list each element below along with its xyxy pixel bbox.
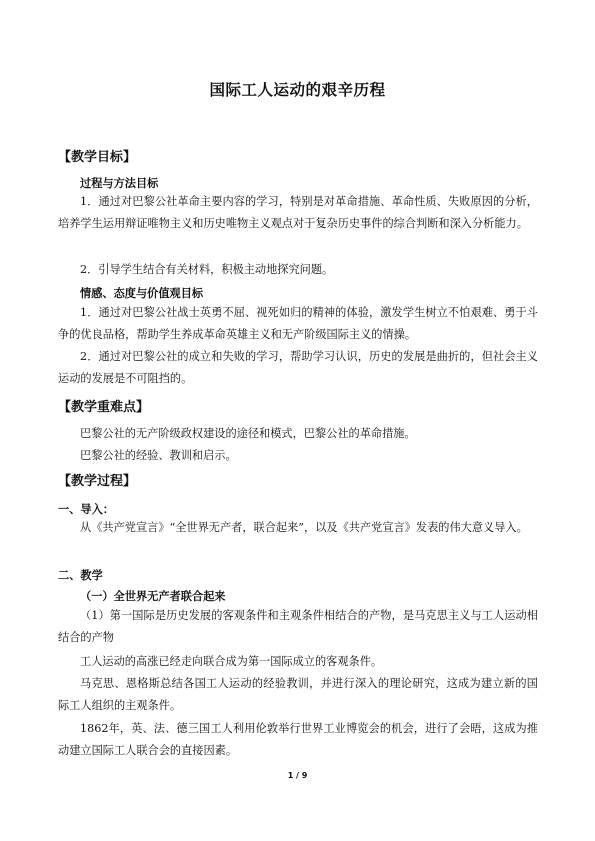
process-paragraph-2: 工人运动的高涨已经走向联合成为第一国际成立的客观条件。 — [80, 655, 383, 668]
objective-paragraph-2: 2．引导学生结合有关材料，积极主动地探究问题。 — [80, 263, 334, 276]
key-point-paragraph-2: 巴黎公社的经验、教训和启示。 — [80, 449, 237, 462]
objective-paragraph-1: 1．通过对巴黎公社革命主要内容的学习，特别是对革命措施、革命性质、失败原因的分析，培养学生运用辩证唯物主义和历史唯物主义观点对于复杂历史事件的综合判断和深入分析能力。 — [58, 195, 538, 230]
subheading-process-methods: 过程与方法目标 — [80, 177, 159, 190]
objective-paragraph-3: 1．通过对巴黎公社战士英勇不屈、视死如归的精神的体验，激发学生树立不怕艰难、勇于斗争的优良品格，帮助学生养成革命英雄主义和无产阶级国际主义的情操。 — [58, 306, 538, 341]
page-number: 1 / 9 — [287, 771, 308, 780]
key-point-paragraph-1: 巴黎公社的无产阶级政权建设的途径和模式，巴黎公社的革命措施。 — [80, 427, 416, 440]
process-paragraph-1: （1）第一国际是历史发展的客观条件和主观条件相结合的产物，是马克思主义与工人运动相结合的产物 — [58, 609, 538, 644]
page-title: 国际工人运动的艰辛历程 — [209, 81, 386, 99]
section-heading-key-points: 【教学重难点】 — [58, 400, 150, 415]
process-heading-teaching: 二、教学 — [58, 569, 103, 582]
process-paragraph-3: 马克思、恩格斯总结各国工人运动的经验教训，并进行深入的理论研究，这成为建立新的国际工人组织的主观条件。 — [58, 677, 538, 712]
subheading-workers-unite: （一）全世界无产者联合起来 — [80, 590, 226, 603]
section-heading-process: 【教学过程】 — [58, 474, 137, 489]
objective-paragraph-4: 2．通过对巴黎公社的成立和失败的学习，帮助学习认识，历史的发展是曲折的，但社会主义运动的发展是不可阻挡的。 — [58, 350, 538, 385]
process-paragraph-4: 1862年，英、法、德三国工人利用伦敦举行世界工业博览会的机会，进行了会晤，这成为推动建立国际工人联合会的直接因素。 — [58, 722, 538, 757]
section-heading-objectives: 【教学目标】 — [58, 150, 137, 165]
subheading-emotion-values: 情感、态度与价值观目标 — [80, 287, 204, 300]
process-paragraph-intro: 从《共产党宣言》“全世界无产者，联合起来”，以及《共产党宣言》发表的伟大意义导入。 — [80, 521, 528, 534]
process-heading-intro: 一、导入： — [58, 503, 114, 516]
